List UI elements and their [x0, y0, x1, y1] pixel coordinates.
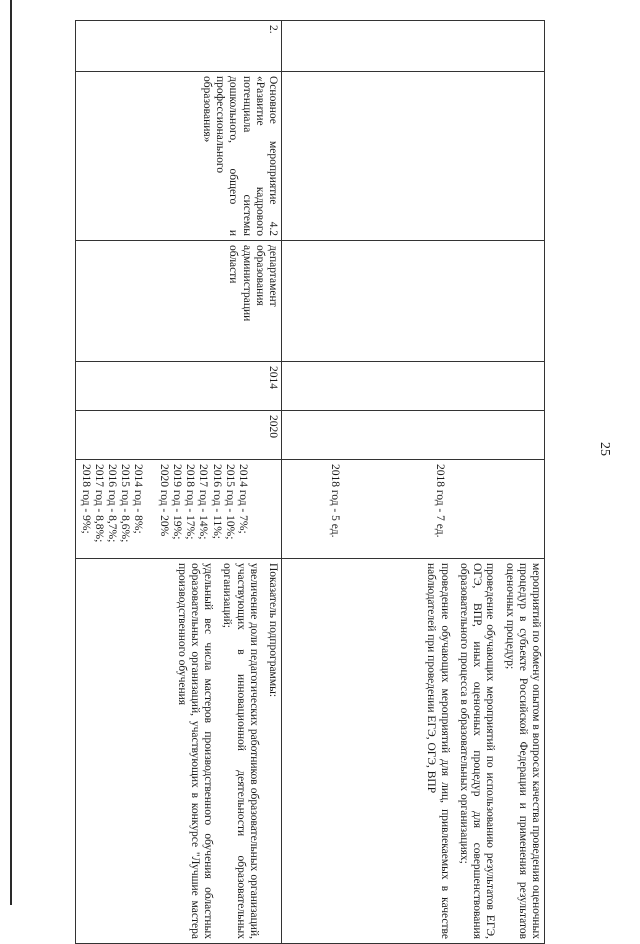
row1-description-item: проведение обучающих мероприятий для лиц, привлекаемых в качестве наблюдателей при проведении ЕГЭ, ОГЭ, ВПР: [425, 563, 451, 939]
row2-value-line: 2015 год - 8,6%;: [119, 464, 132, 543]
rotated-table-container: [79, 20, 545, 939]
row2-description-heading: Показатель подпрограммы:: [267, 563, 279, 698]
row1-description-item: проведение обучающих мероприятий по использованию результатов ЕГЭ, ОГЭ, ВПР, иных оценочных процедур для совершенствования образовательного процесса в образовательных организациях;: [457, 563, 497, 939]
row2-values-cell: [76, 460, 282, 559]
table-row: [76, 21, 282, 944]
row1-value-line: 2018 год - 7 ед.: [434, 464, 446, 538]
row1-description-item: мероприятий по обмену опытом в вопросах качества проведения оценочных процедур в субъекте Российской Федерации и применения результатов оценочных процедур;: [503, 563, 542, 939]
page-number: 25: [597, 442, 612, 456]
row2-num-cell: 2.: [76, 21, 282, 72]
row1-executor-cell: [282, 241, 545, 362]
row2-value-line: 2014 год - 7%;: [237, 464, 249, 534]
row2-value-line: 2016 год - 11%;: [210, 464, 223, 540]
row1-end-cell: [282, 411, 545, 460]
row1-num-cell: [282, 21, 545, 72]
row2-value-line: 2015 год - 10%;: [223, 464, 236, 540]
row2-description-cell: [76, 559, 282, 944]
row2-name-cell: Основное мероприятие 4.2 «Развитие кадрового потенциала системы дошкольного, общего и профессионального образования»: [76, 72, 282, 241]
row1-value-line: 2018 год - 5 ед.: [328, 464, 341, 538]
table-row: [282, 21, 545, 944]
row2-value-line: 2017 год - 14%;: [197, 464, 210, 540]
row2-value-line: 2018 год - 17%;: [184, 464, 197, 540]
row2-value-line: 2018 год - 9%;: [79, 464, 92, 534]
row2-executor-cell: департамент образования администрации области: [76, 241, 282, 362]
row2-description-item: увеличение доли педагогических работников образовательных организаций, участвующих в инновационной деятельности образовательных организаций;: [221, 563, 260, 939]
row2-description-item: удельный вес числа мастеров производственного обучения областных образовательных организаций, участвующих в конкурсе "Лучшие мастера производственного обучения: [175, 563, 215, 939]
row1-description-cell: [282, 559, 545, 944]
row1-start-cell: [282, 362, 545, 411]
row2-value-line: 2019 год - 19%;: [170, 464, 183, 540]
row2-value-line: 2016 год - 8,7%;: [106, 464, 119, 543]
row1-name-cell: [282, 72, 545, 241]
row2-value-line: 2020 год - 20%: [157, 464, 170, 537]
row2-value-line: 2017 год - 8,8%;: [92, 464, 105, 543]
row2-value-line: 2014 год - 8%;: [132, 464, 145, 534]
page-left-rule: [10, 0, 12, 905]
row2-start-year-cell: 2014: [76, 362, 282, 411]
row1-values-cell: [282, 460, 545, 559]
row2-end-year-cell: 2020: [76, 411, 282, 460]
program-table: [75, 20, 545, 944]
